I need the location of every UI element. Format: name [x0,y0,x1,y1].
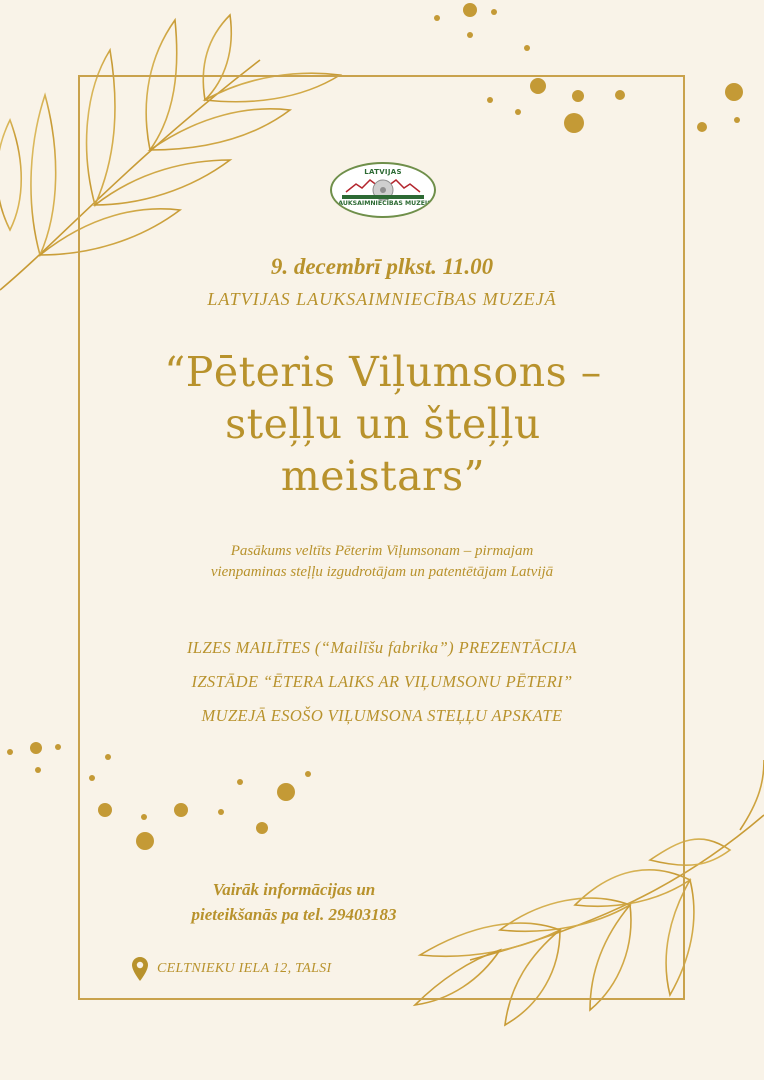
event-title [110,346,656,502]
address-row [131,955,331,983]
program-item: ILZES MAILĪTES (“Mailīšu fabrika”) PREZENTĀCIJA [186,638,578,657]
info-line: Vairāk informācijas un [212,880,376,899]
title-line: meistars” [280,452,486,500]
title-line: “Pēteris Viļumsons – [164,348,602,396]
address-text: CELTNIEKU IELA 12, TALSI [157,961,332,976]
description-line: Pasākums veltīts Pēterim Viļumsonam – pirmajam [230,543,534,559]
logo-top-text: LATVIJAS [364,168,402,176]
info-line: pieteikšanās pa tel. 29403183 [191,905,397,924]
program-item: IZSTĀDE “ĒTERA LAIKS AR VIĻUMSONU PĒTERI” [191,672,573,691]
title-line: steļļu un šteļļu [225,400,541,448]
event-program [110,636,654,738]
event-venue: LATVIJAS LAUKSAIMNIECĪBAS MUZEJĀ [207,289,557,309]
event-description [120,541,644,583]
description-line: vienpaminas steļļu izgudrotājam un patentētājam Latvijā [210,564,554,580]
museum-logo [330,162,436,218]
contact-info [160,877,428,927]
event-date-time: 9. decembrī plkst. 11.00 [270,254,494,279]
program-item: MUZEJĀ ESOŠO VIĻUMSONA STEĻĻU APSKATE [201,706,563,725]
location-pin-icon [131,956,149,982]
logo-bottom-text: LAUKSAIMNIECĪBAS MUZEJS [334,200,432,207]
